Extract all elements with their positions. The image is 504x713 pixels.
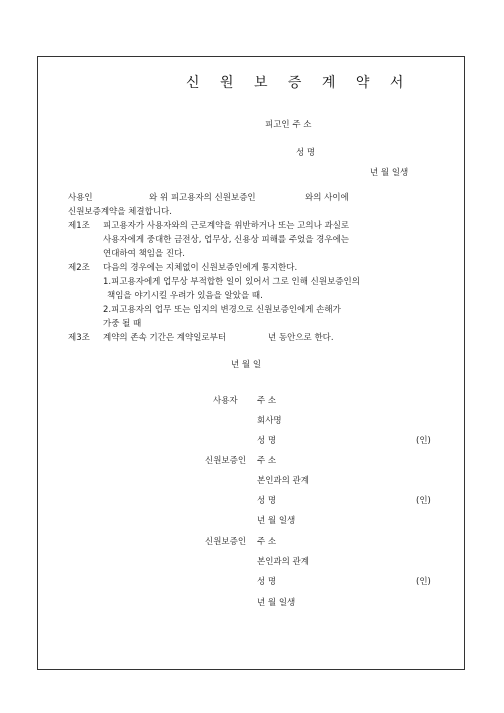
guarantor-1-role: 신원보증인 xyxy=(205,456,247,466)
article-3-text-2: 년 동안으로 한다. xyxy=(268,333,334,343)
employee-address-label: 피고인 주 소 xyxy=(265,120,312,130)
article-2-line-1: 다음의 경우에는 지체없이 신원보증인에게 통지한다. xyxy=(103,263,298,273)
article-1-line-1: 피고용자가 사용자와의 근로계약을 위반하거나 또는 고의나 과실로 xyxy=(103,221,350,231)
guarantor-2-seal: (인) xyxy=(416,577,431,587)
employer-company-label: 회사명 xyxy=(257,416,282,426)
intro-employer: 사용인 xyxy=(68,193,93,203)
article-2-label: 제2조 xyxy=(68,263,90,273)
contract-date: 년 월 일 xyxy=(231,360,262,370)
article-1-line-3: 연대하여 책임을 진다. xyxy=(103,249,186,259)
employer-seal: (인) xyxy=(416,436,431,446)
intro-between: 와 위 피고용자의 신원보증인 xyxy=(149,193,256,203)
article-2-item-1-line-1: 1.피고용자에게 업무상 부적합한 일이 있어서 그로 인해 신원보증인의 xyxy=(103,277,360,287)
guarantor-1-relation-label: 본인과의 관계 xyxy=(257,476,309,486)
employer-name-label: 성 명 xyxy=(257,436,277,446)
guarantor-1-address-label: 주 소 xyxy=(257,456,277,466)
guarantor-1-seal: (인) xyxy=(416,496,431,506)
guarantor-2-role: 신원보증인 xyxy=(205,537,247,547)
article-1-line-2: 사용자에게 중대한 금전상, 업무상, 신용상 피해를 주었을 경우에는 xyxy=(103,235,350,245)
employer-address-label: 주 소 xyxy=(257,396,277,406)
article-3-label: 제3조 xyxy=(68,333,90,343)
article-1-label: 제1조 xyxy=(68,221,90,231)
guarantor-2-relation-label: 본인과의 관계 xyxy=(257,557,309,567)
article-2-item-2-line-1: 2.피고용자의 업무 또는 임지의 변경으로 신원보증인에게 손해가 xyxy=(103,305,341,315)
guarantor-1-name-label: 성 명 xyxy=(257,496,277,506)
guarantor-2-birth-label: 년 월 일생 xyxy=(257,598,296,608)
article-2-item-1-line-2: 책임을 야기시킬 우려가 있음을 알았을 때. xyxy=(107,291,263,301)
employee-name-label: 성 명 xyxy=(296,148,316,158)
article-3-text-1: 계약의 존속 기간은 계약일로부터 xyxy=(103,333,227,343)
employee-birth-label: 년 월 일생 xyxy=(370,168,409,178)
employer-role: 사용자 xyxy=(213,396,238,406)
guarantor-2-address-label: 주 소 xyxy=(257,537,277,547)
intro-among: 와의 사이에 xyxy=(305,193,349,203)
article-2-item-2-line-2: 가중 될 때 xyxy=(103,319,142,329)
guarantor-2-name-label: 성 명 xyxy=(257,577,277,587)
document-title: 신 원 보 증 계 약 서 xyxy=(186,75,412,91)
intro-concluded: 신원보증계약을 체결합니다. xyxy=(68,207,172,217)
guarantor-1-birth-label: 년 월 일생 xyxy=(257,516,296,526)
